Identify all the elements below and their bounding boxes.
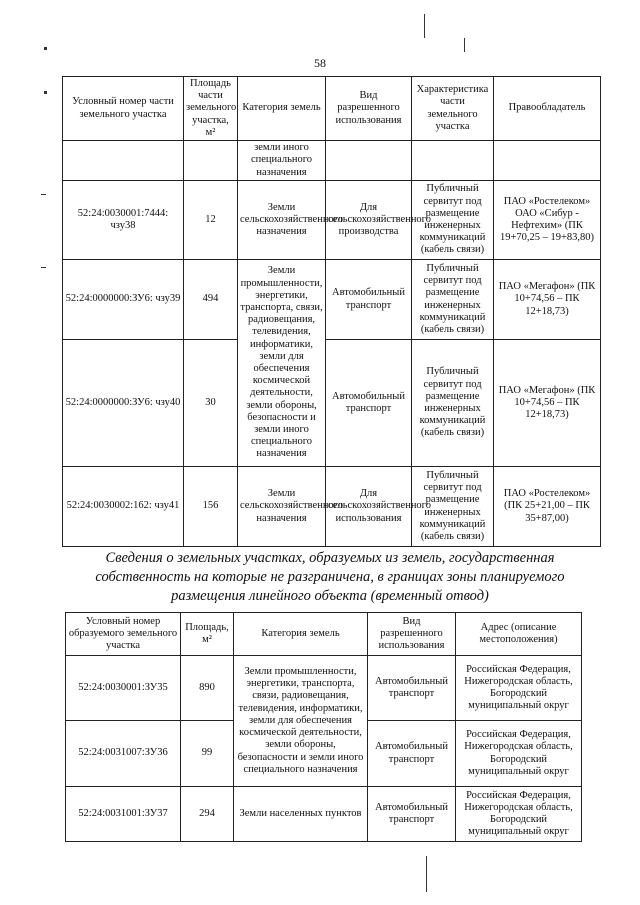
number-cell: 52:24:0000000:ЗУ6: чзу39 xyxy=(63,260,184,340)
page-number: 58 xyxy=(314,56,326,70)
category-cell: Земли промышленности, энергетики, транспорта, связи, радиовещания, телевидения, информатики, земли для обеспечения космической деятельности, земли обороны, безопасности и земли иного специального назначения xyxy=(238,260,326,467)
table-header-row xyxy=(66,613,582,656)
table-header-row xyxy=(63,77,601,141)
use-cell: Для сельскохозяйственного использования xyxy=(326,467,412,547)
characteristic-cell: Публичный сервитут под размещение инженерных коммуникаций (кабель связи) xyxy=(412,340,494,467)
area-cell: 30 xyxy=(184,340,238,467)
header-cell: Характеристика части земельного участка xyxy=(412,77,494,141)
address-cell: Российская Федерация, Нижегородская область, Богородский муниципальный округ xyxy=(456,721,582,787)
use-cell: Автомобильный транспорт xyxy=(368,787,456,842)
table-row xyxy=(63,467,601,547)
formed-plots-table xyxy=(65,612,582,842)
category-cell: Земли промышленности, энергетики, транспорта, связи, радиовещания, телевидения, информатики, земли для обеспечения космической деятельности, земли обороны, безопасности и земли иного специального назначения xyxy=(234,656,368,787)
address-cell: Российская Федерация, Нижегородская область, Богородский муниципальный округ xyxy=(456,787,582,842)
scan-dot xyxy=(424,14,425,38)
address-cell: Российская Федерация, Нижегородская область, Богородский муниципальный округ xyxy=(456,656,582,721)
number-cell: 52:24:0030002:162: чзу41 xyxy=(63,467,184,547)
characteristic-cell: Публичный сервитут под размещение инженерных коммуникаций (кабель связи) xyxy=(412,181,494,260)
number-cell: 52:24:0031001:ЗУ37 xyxy=(66,787,181,842)
use-cell: Автомобильный транспорт xyxy=(368,721,456,787)
scan-dash xyxy=(41,194,46,195)
owner-cell: ПАО «Ростелеком» (ПК 25+21,00 – ПК 35+87,00) xyxy=(494,467,601,547)
header-cell: Категория земель xyxy=(238,77,326,141)
land-parts-table xyxy=(62,76,601,547)
header-cell: Правообладатель xyxy=(494,77,601,141)
category-cell: Земли сельскохозяйственного назначения xyxy=(238,181,326,260)
scan-dot xyxy=(44,47,47,50)
header-cell: Вид разрешенного использования xyxy=(368,613,456,656)
table-row xyxy=(63,141,601,181)
header-cell: Условный номер части земельного участка xyxy=(63,77,184,141)
use-cell: Автомобильный транспорт xyxy=(326,340,412,467)
category-cell: Земли населенных пунктов xyxy=(234,787,368,842)
table-row xyxy=(63,260,601,340)
characteristic-cell: Публичный сервитут под размещение инженерных коммуникаций (кабель связи) xyxy=(412,467,494,547)
number-cell: 52:24:0030001:7444: чзу38 xyxy=(63,181,184,260)
category-cell: Земли сельскохозяйственного назначения xyxy=(238,467,326,547)
number-cell: 52:24:0031007:ЗУ36 xyxy=(66,721,181,787)
area-cell: 156 xyxy=(184,467,238,547)
header-cell: Адрес (описание местоположения) xyxy=(456,613,582,656)
characteristic-cell: Публичный сервитут под размещение инженерных коммуникаций (кабель связи) xyxy=(412,260,494,340)
use-cell: Для сельскохозяйственного производства xyxy=(326,181,412,260)
number-cell: 52:24:0030001:ЗУ35 xyxy=(66,656,181,721)
use-cell: Автомобильный транспорт xyxy=(326,260,412,340)
area-cell: 12 xyxy=(184,181,238,260)
table-row xyxy=(63,340,601,467)
owner-cell: ПАО «Мегафон» (ПК 10+74,56 – ПК 12+18,73) xyxy=(494,260,601,340)
owner-cell: ПАО «Мегафон» (ПК 10+74,56 – ПК 12+18,73) xyxy=(494,340,601,467)
table-row xyxy=(66,656,582,721)
header-cell: Площадь, м² xyxy=(181,613,234,656)
owner-cell: ПАО «Ростелеком» ОАО «Сибур - Нефтехим» (ПК 19+70,25 – 19+83,80) xyxy=(494,181,601,260)
header-cell: Категория земель xyxy=(234,613,368,656)
section-caption: Сведения о земельных участках, образуемых из земель, государственная собственность на которые не разграничена, в границах зоны планируемого размещения линейного объекта (временный отвод) xyxy=(95,550,565,604)
use-cell: Автомобильный транспорт xyxy=(368,656,456,721)
table-row xyxy=(63,181,601,260)
header-cell: Вид разрешенного использования xyxy=(326,77,412,141)
header-cell: Площадь части земельного участка, м² xyxy=(184,77,238,141)
scan-dot xyxy=(464,38,465,52)
header-cell: Условный номер образуемого земельного участка xyxy=(66,613,181,656)
number-cell: 52:24:0000000:ЗУ6: чзу40 xyxy=(63,340,184,467)
area-cell: 99 xyxy=(181,721,234,787)
category-cell: земли иного специального назначения xyxy=(238,141,326,181)
table-row xyxy=(66,787,582,842)
scan-dot xyxy=(426,856,427,892)
scan-dash xyxy=(41,267,46,268)
area-cell: 294 xyxy=(181,787,234,842)
area-cell: 890 xyxy=(181,656,234,721)
scan-dot xyxy=(44,91,47,94)
area-cell: 494 xyxy=(184,260,238,340)
